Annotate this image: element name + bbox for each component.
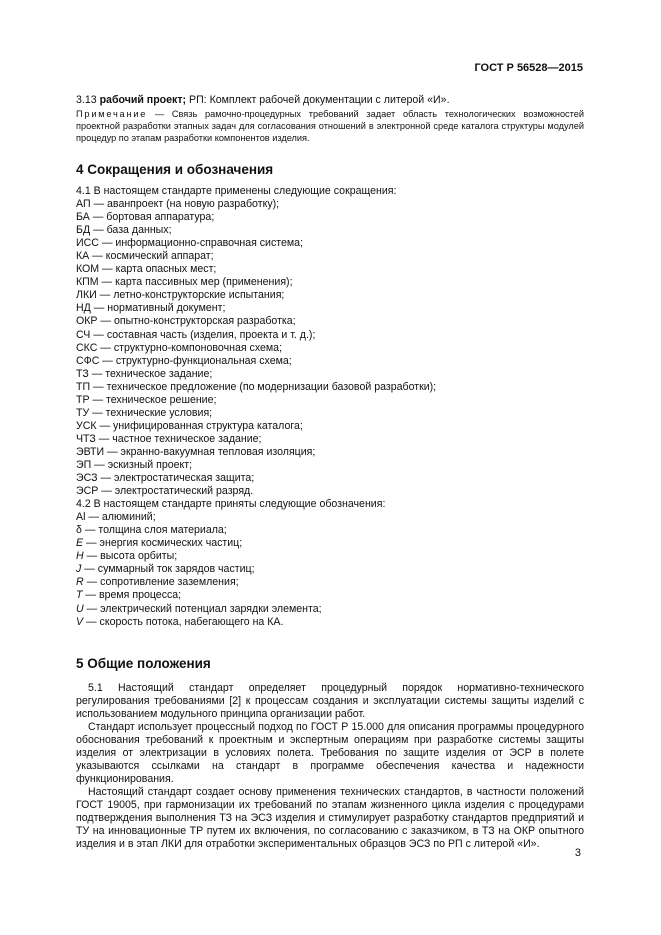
abbreviation-item: НД — нормативный документ;	[76, 302, 226, 315]
symbol-item	[76, 550, 584, 563]
clause-5-para2: Стандарт использует процессный подход по ГОСТ Р 15.000 для описания программы процедурного обоснования требований к проектным и экспертным операциям при разработке системы защиты изделия от электризации в условиях полета. Требования по защите изделия от ЭСР в полете указываются ссылками на стандарт в программе обеспечения качества и надежности функционирования.	[76, 721, 584, 785]
abbreviation-item: ЛКИ — летно-конструкторские испытания;	[76, 289, 285, 302]
abbreviation-item: КА — космический аппарат;	[76, 250, 214, 263]
symbol-description: — высота орбиты;	[83, 550, 178, 563]
abbreviation-item: ЭСР — электростатический разряд.	[76, 485, 254, 498]
section-4-title: 4 Сокращения и обозначения	[76, 162, 274, 177]
symbol-glyph: δ	[76, 524, 82, 537]
abbreviation-item: ТУ — технические условия;	[76, 406, 213, 419]
term-note	[76, 108, 584, 144]
symbol-item	[76, 524, 584, 537]
symbol-glyph: Al	[76, 511, 86, 524]
symbol-item	[76, 616, 584, 629]
symbol-description: — толщина слоя материала;	[81, 524, 227, 537]
symbol-description: — электрический потенциал зарядки элемента;	[83, 602, 322, 615]
clause-4-2-intro: 4.2 В настоящем стандарте приняты следующие обозначения:	[76, 498, 386, 511]
term-3-13	[76, 94, 584, 144]
standard-header: ГОСТ Р 56528—2015	[474, 62, 583, 74]
abbreviation-item: ТР — техническое решение;	[76, 393, 217, 406]
symbol-item	[76, 563, 584, 576]
note-label: Примечание	[76, 109, 148, 119]
symbol-item	[76, 589, 584, 602]
symbol-description: — суммарный ток зарядов частиц;	[81, 563, 255, 576]
abbreviation-item: СФС — структурно-функциональная схема;	[76, 354, 292, 367]
symbol-description: — скорость потока, набегающего на КА.	[83, 615, 284, 628]
abbreviation-item: АП — аванпроект (на новую разработку);	[76, 198, 280, 211]
abbreviation-item: ЭП — эскизный проект;	[76, 458, 193, 471]
symbol-glyph: J	[76, 563, 82, 576]
note-text: — Связь рамочно-процедурных требований задает область технологических возможностей проектной разработки этапных задач для согласования отношений в электронной среде каталога структуры модулей процедур по этапам разработки компонентов изделия.	[76, 109, 584, 143]
symbol-item	[76, 511, 584, 524]
abbreviation-item: КОМ — карта опасных мест;	[76, 263, 217, 276]
abbreviation-item: ЭСЗ — электростатическая защита;	[76, 472, 255, 485]
abbreviation-item: ОКР — опытно-конструкторская разработка;	[76, 315, 296, 328]
symbol-description: — сопротивление заземления;	[83, 576, 239, 589]
abbreviation-item: ИСС — информационно-справочная система;	[76, 237, 304, 250]
symbol-glyph: V	[76, 615, 84, 628]
symbol-item	[76, 576, 584, 589]
symbol-description: — алюминий;	[85, 511, 156, 524]
symbol-glyph: T	[76, 589, 83, 602]
abbreviation-item: ЧТЗ — частное техническое задание;	[76, 432, 262, 445]
symbol-glyph: E	[76, 537, 84, 550]
clause-4-1-intro: 4.1 В настоящем стандарте применены следующие сокращения:	[76, 185, 397, 197]
section-5	[76, 656, 584, 851]
clause-5-para3: Настоящий стандарт создает основу применения технических стандартов, в частности положений ГОСТ 19005, при гармонизации их требований по этапам жизненного цикла изделия с процедурами подтверждения выполнения ТЗ на ЭСЗ изделия и стимулирует разработку стандартов предприятий и ТУ на инновационные ТР путем их включения, по согласованию с заказчиком, в ТЗ на ОКР опытного изделия и в этап ЛКИ для отработки экспериментальных образцов ЭСЗ по РП с литерой «И».	[76, 786, 584, 850]
abbreviation-item: БД — база данных;	[76, 224, 172, 237]
symbol-glyph: U	[76, 602, 84, 615]
term-name: рабочий проект;	[99, 94, 187, 106]
abbreviation-item: УСК — унифицированная структура каталога;	[76, 419, 303, 432]
symbol-glyph: H	[76, 550, 84, 563]
abbreviation-item: СКС — структурно-компоновочная схема;	[76, 341, 283, 354]
symbol-description: — время процесса;	[82, 589, 182, 602]
clause-5-1: 5.1 Настоящий стандарт определяет процедурный порядок нормативно-технического регулирования требованиями [2] к процессам создания и эксплуатации системы защиты изделий с использованием модульного принципа организации работ.	[76, 682, 584, 720]
symbol-glyph: R	[76, 576, 84, 589]
abbreviation-item: БА — бортовая аппаратура;	[76, 211, 215, 224]
abbreviations-list	[76, 185, 584, 629]
symbol-description: — энергия космических частиц;	[83, 537, 243, 550]
page-number: 3	[574, 847, 581, 859]
term-definition: РП: Комплект рабочей документации с литерой «И».	[186, 94, 450, 106]
section-4	[76, 162, 584, 629]
symbol-item	[76, 603, 584, 616]
abbreviation-item: ЭВТИ — экранно-вакуумная тепловая изоляция;	[76, 445, 316, 458]
section-5-title: 5 Общие положения	[76, 656, 211, 671]
term-number: 3.13	[76, 94, 97, 106]
abbreviation-item: ТЗ — техническое задание;	[76, 367, 213, 380]
abbreviation-item: СЧ — составная часть (изделия, проекта и т. д.);	[76, 328, 316, 341]
symbol-item	[76, 537, 584, 550]
abbreviation-item: ТП — техническое предложение (по модернизации базовой разработки);	[76, 380, 437, 393]
abbreviation-item: КПМ — карта пассивных мер (применения);	[76, 276, 293, 289]
